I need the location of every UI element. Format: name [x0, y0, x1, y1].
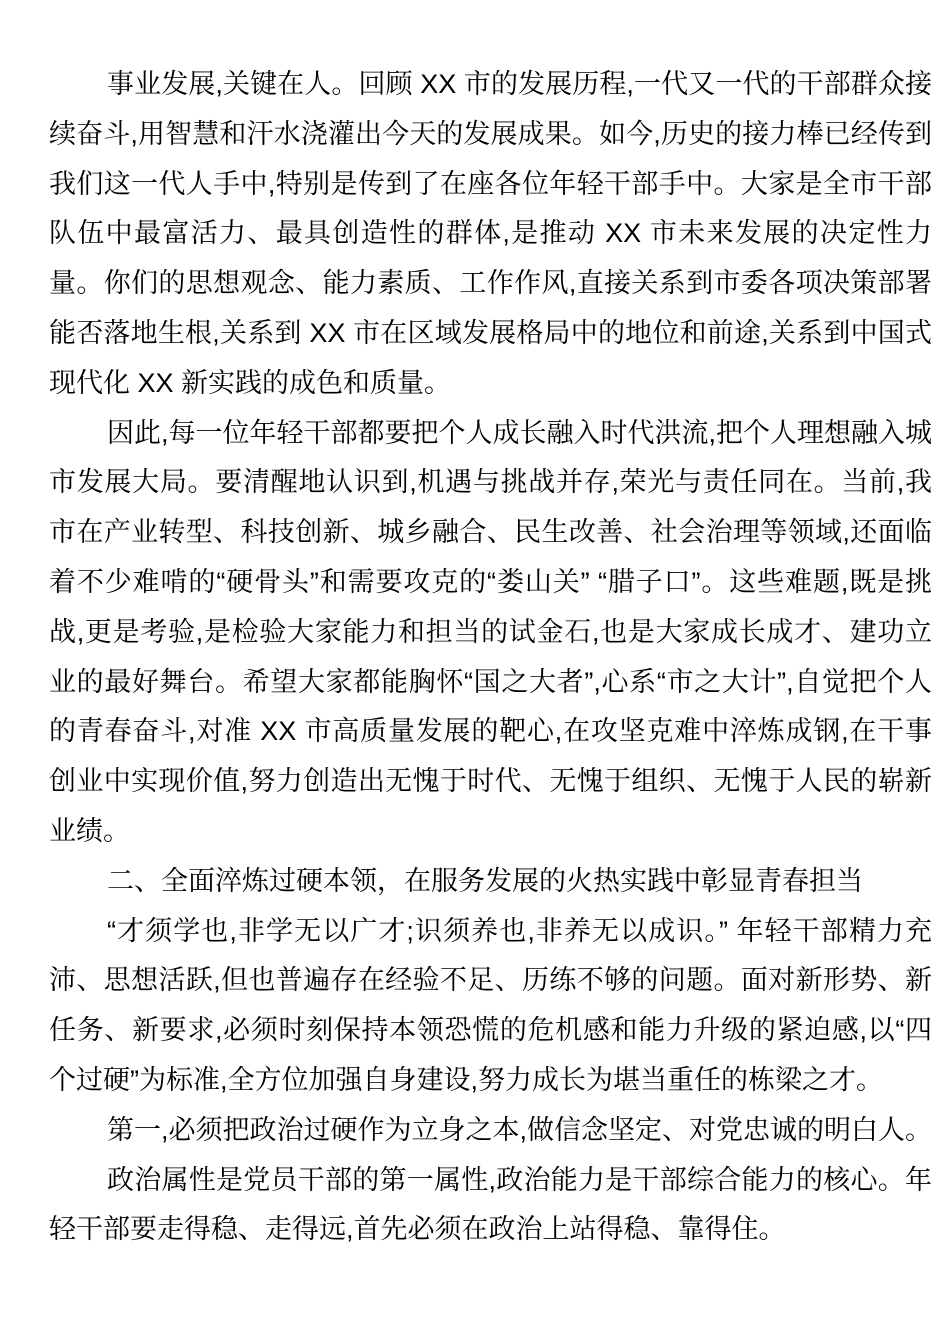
paragraph: “才须学也,非学无以广才;识须养也,非养无以成识。” 年轻干部精力充沛、思想活跃,但也普遍存在经验不足、历练不够的问题。面对新形势、新任务、新要求,必须时刻保持本领恐慌的危机感和能力升级的紧迫感,以“四个过硬”为标准,全方位加强自身建设,努力成长为堪当重任的栋梁之才。: [49, 915, 932, 1095]
document-body: [49, 60, 932, 1255]
section-heading: 二、全面淬炼过硬本领，在服务发展的火热实践中彰显青春担当: [107, 865, 863, 896]
paragraph: 因此,每一位年轻干部都要把个人成长融入时代洪流,把个人理想融入城市发展大局。要清醒地认识到,机遇与挑战并存,荣光与责任同在。当前,我市在产业转型、科技创新、城乡融合、民生改善、社会治理等领域,还面临着不少难啃的“硬骨头”和需要攻克的“娄山关” “腊子口”。这些难题,既是挑战,更是考验,是检验大家能力和担当的试金石,也是大家成长成才、建功立业的最好舞台。希望大家都能胸怀“国之大者”,心系“市之大计”,自觉把个人的青春奋斗,对准 XX 市高质量发展的靶心,在攻坚克难中淬炼成钢,在干事创业中实现价值,努力创造出无愧于时代、无愧于组织、无愧于人民的崭新业绩。: [49, 417, 933, 846]
paragraph: 政治属性是党员干部的第一属性,政治能力是干部综合能力的核心。年轻干部要走得稳、走得远,首先必须在政治上站得稳、靠得住。: [49, 1164, 932, 1245]
paragraph: 第一,必须把政治过硬作为立身之本,做信念坚定、对党忠诚的明白人。: [107, 1114, 933, 1145]
paragraph: 事业发展,关键在人。回顾 XX 市的发展历程,一代又一代的干部群众接续奋斗,用智慧和汗水浇灌出今天的发展成果。如今,历史的接力棒已经传到我们这一代人手中,特别是传到了在座各位年轻干部手中。大家是全市干部队伍中最富活力、最具创造性的群体,是推动 XX 市未来发展的决定性力量。你们的思想观念、能力素质、工作作风,直接关系到市委各项决策部署能否落地生根,关系到 XX 市在区域发展格局中的地位和前途,关系到中国式现代化 XX 新实践的成色和质量。: [49, 69, 932, 398]
